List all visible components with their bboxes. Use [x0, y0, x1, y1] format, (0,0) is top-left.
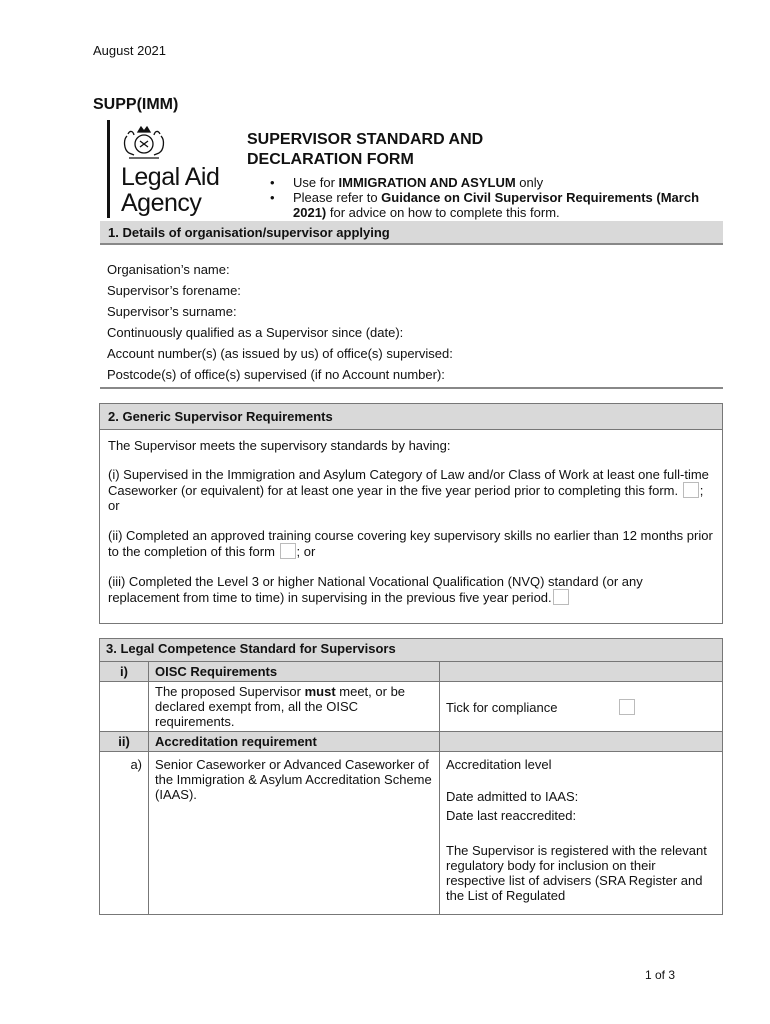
form-title-line-1: SUPERVISOR STANDARD AND — [247, 131, 484, 148]
empty-cell — [440, 662, 723, 682]
section-2-intro: The Supervisor meets the supervisory standards by having: — [108, 438, 451, 453]
logo-divider — [107, 120, 110, 218]
supervisor-forename-field[interactable]: Supervisor’s forename: — [107, 283, 241, 298]
logo-line-1: Legal Aid — [121, 163, 220, 191]
empty-cell — [440, 732, 723, 752]
accreditation-requirement-heading: Accreditation requirement — [149, 732, 440, 752]
row-letter: a) — [100, 752, 149, 915]
compliance-checkbox[interactable] — [619, 699, 635, 715]
royal-crest-icon — [119, 122, 169, 162]
instruction-item: • Use for IMMIGRATION AND ASYLUM only — [270, 175, 710, 190]
instruction-item: • Please refer to Guidance on Civil Supervisor Requirements (March 2021) for advice on how to complete this form. — [270, 190, 710, 220]
account-numbers-field[interactable]: Account number(s) (as issued by us) of office(s) supervised: — [107, 346, 453, 361]
date-reaccredited-field[interactable]: Date last reaccredited: — [446, 808, 577, 823]
regulatory-registration-text: The Supervisor is registered with the relevant regulatory body for inclusion on their respective list of advisers (SRA Register and the List of Regulated — [446, 843, 707, 903]
section-2-heading: 2. Generic Supervisor Requirements — [100, 404, 722, 430]
section-1-divider — [100, 387, 723, 389]
instructions-list — [270, 175, 710, 220]
supervisor-surname-field[interactable]: Supervisor’s surname: — [107, 304, 237, 319]
date-admitted-field[interactable]: Date admitted to IAAS: — [446, 789, 579, 804]
oisc-heading-row — [100, 662, 723, 682]
qualified-since-field[interactable]: Continuously qualified as a Supervisor since (date): — [107, 325, 404, 340]
row-number: i) — [100, 662, 149, 682]
form-title — [247, 130, 577, 170]
form-title-line-2: DECLARATION FORM — [247, 151, 414, 168]
requirement-item-2: (ii) Completed an approved training course covering key supervisory skills no earlier than 12 months prior to the completion of this form ; or — [108, 528, 713, 559]
form-code: SUPP(IMM) — [93, 96, 179, 113]
oisc-requirements-heading: OISC Requirements — [149, 662, 440, 682]
accreditation-row — [100, 752, 723, 915]
section-2-box — [99, 403, 723, 624]
requirement-item-1: (i) Supervised in the Immigration and Asylum Category of Law and/or Class of Work at least one full-time Caseworker (or equivalent) for at least one year in the five year period prior to completing this form. ; or — [108, 467, 709, 513]
requirement-2-checkbox[interactable] — [280, 543, 296, 559]
section-3-heading-row — [100, 639, 723, 662]
postcodes-field[interactable]: Postcode(s) of office(s) supervised (if no Account number): — [107, 367, 445, 382]
requirement-3-checkbox[interactable] — [553, 589, 569, 605]
requirement-1-checkbox[interactable] — [683, 482, 699, 498]
accreditation-heading-row — [100, 732, 723, 752]
accreditation-details-cell — [440, 752, 723, 915]
logo-wordmark — [121, 164, 219, 216]
senior-caseworker-text: Senior Caseworker or Advanced Caseworker of the Immigration & Asylum Accreditation Scheme (IAAS). — [149, 752, 440, 915]
oisc-row — [100, 682, 723, 732]
accreditation-level-field[interactable]: Accreditation level — [446, 757, 552, 772]
oisc-requirement-text: The proposed Supervisor must meet, or be declared exempt from, all the OISC requirements. — [149, 682, 440, 732]
logo-line-2: Agency — [121, 189, 202, 217]
section-3-table — [99, 638, 723, 915]
row-number: ii) — [100, 732, 149, 752]
page-number: 1 of 3 — [645, 968, 676, 982]
tick-for-compliance-cell — [440, 682, 723, 732]
requirement-item-3: (iii) Completed the Level 3 or higher National Vocational Qualification (NVQ) standard (or any replacement from time to time) in supervising in the previous five year period. — [108, 574, 643, 605]
section-3-heading: 3. Legal Competence Standard for Supervisors — [100, 639, 723, 662]
empty-cell — [100, 682, 149, 732]
document-date: August 2021 — [93, 43, 167, 58]
tick-for-compliance-label: Tick for compliance — [446, 699, 558, 715]
section-1-heading: 1. Details of organisation/supervisor applying — [100, 221, 723, 245]
legal-aid-agency-logo — [107, 120, 237, 218]
organisation-name-field[interactable]: Organisation’s name: — [107, 262, 230, 277]
